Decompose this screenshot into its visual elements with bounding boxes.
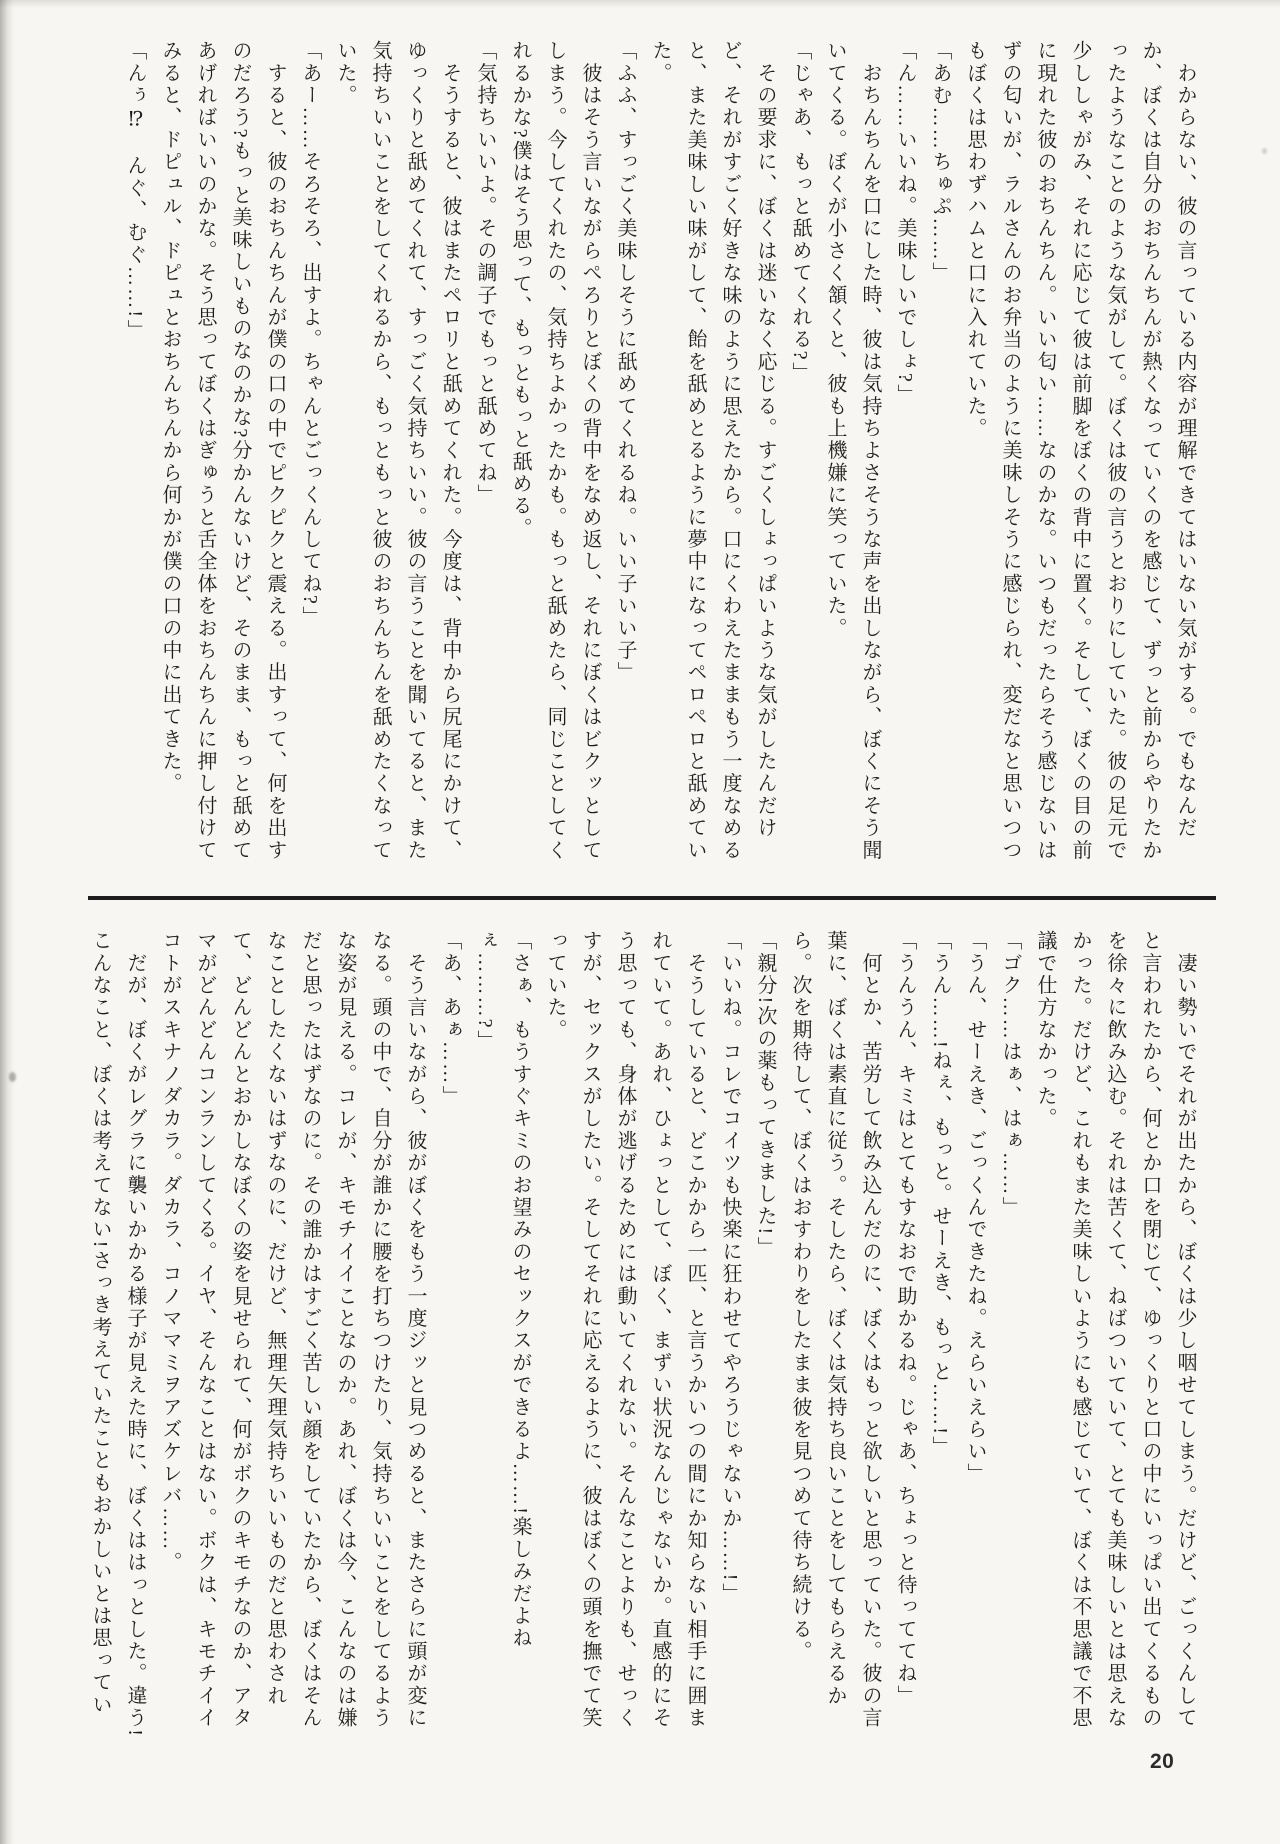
paragraph: そう言いながら、彼がぼくをもう一度ジッと見つめると、またさらに頭が変になる。頭の中で、自分が誰かに腰を打ちつけたり、気持ちいいことをしてるような姿が見える。コレが、キモチイイことなのか。あれ、ぼくは今、こんなのは嫌だと思ったはずなのに。その誰かはすごく苦しい顔をしていたから、ぼくはそんなことしたくないはずなのに、だけど、無理矢理気持ちいいものだと思わされて、どんどんとおかしなぼくの姿を見せられて、何がボクのキモチなのか、アタマがどんどんコンランしてくる。イヤ、そんなことはない。ボクは、キモチイイコトがスキナノダカラ。ダカラ、コノママミヲアズケレバ……。 (159, 930, 426, 1730)
section-divider-rule (88, 896, 1216, 900)
paragraph: 「気持ちいいよ。その調子でもっと舐めてね」 (474, 40, 496, 507)
paragraph: すると、彼のおちんちんが僕の口の中でピクピクと震える。出すって、何を出すのだろう?もっと美味しいものなのかな?分かんないけど、そのまま、もっと舐めてあげればいいのかな。そう思ってぼくはぎゅうと舌全体をおちんちんに押し付けてみると、ドピュル、ドピュとおちんちんから何かが僕の口の中に出てきた。 (159, 40, 286, 862)
paragraph: そうしていると、どこかから一匹、と言うかいつの間にか知らない相手に囲まれていて。あれ、ひょっとして、ぼく、まずい状況なんじゃないか。直感的にそう思っても、身体が逃げるためには動いてくれない。そんなことよりも、せっくすが、セックスがしたい。そしてそれに応えるように、彼はぼくの頭を撫でて笑っていた。 (544, 930, 706, 1730)
paragraph: 「うんうん、キミはとてもすなおで助かるね。じゃあ、ちょっと待っててね」 (894, 930, 916, 1707)
paragraph: 「さぁ、もうすぐキミのお望みのセックスができるよ……!楽しみだよねぇ………?」 (474, 930, 531, 1650)
paragraph: 「ふふ、すっごく美味しそうに舐めてくれるね。いい子いい子」 (614, 40, 636, 684)
page-edge-shadow-left (0, 0, 14, 1844)
paragraph: 「あ、あぁ……」 (439, 930, 461, 1108)
paragraph: わからない、彼の言っている内容が理解できてはいない気がする。でもなんだか、ぼくは自分のおちんちんが熱くなっていくのを感じて、ずっと前からやりたかったようなことのような気がして。ぼくは彼の言うとおりにしていた。彼の足元で少ししゃがみ、それに応じて彼は前脚をぼくの背中に置く。そして、ぼくの目の前に現れた彼のおちんちん。いい匂い……なのかな。いつもだったらそう感じないはずの匂いが、ラルさんのお弁当のように美味しそうに感じられ、変だなと思いつつもぼくは思わずハムと口に入れていた。 (964, 40, 1196, 862)
paragraph: 凄い勢いでそれが出たから、ぼくは少し咽せてしまう。だけど、ごっくんしてと言われたから、何とか口を閉じて、ゆっくりと口の中にいっぱい出てくるものを徐々に飲み込む。それは苦くて、ねばついていて、とても美味しいとは思えなかった。だけど、これもまた美味しいようにも感じていて、ぼくは不思議で不思議で仕方なかった。 (1034, 930, 1196, 1730)
scan-speck (9, 1072, 16, 1082)
paragraph: おちんちんを口にした時、彼は気持ちよさそうな声を出しながら、ぼくにそう聞いてくる。ぼくが小さく頷くと、彼も上機嫌に笑っていた。 (824, 40, 881, 862)
paragraph: 「あー……そろそろ、出すよ。ちゃんとごっくんしてね?」 (299, 40, 321, 629)
bottom-text-section (82, 930, 1202, 1750)
paragraph: 「うん、せーえき、ごっくんできたね。えらいえらい」 (964, 930, 986, 1485)
paragraph: 「親分!次の薬もってきました!」 (754, 930, 776, 1259)
paragraph: 「んぅ⁉ んぐ、むぐ……!」 (124, 40, 146, 342)
paragraph: 「あむ……ちゅぷ……」 (929, 40, 951, 285)
scan-speck (1262, 148, 1267, 154)
paragraph: だが、ぼくがレグラに襲いかかる様子が見えた時に、ぼくははっとした。違う!こんなこと、ぼくは考えてない!さっき考えていたこともおかしいとは思ってい (89, 930, 146, 1739)
paragraph: 「ゴク……はぁ、はぁ……」 (999, 930, 1021, 1219)
paragraph: 何とか、苦労して飲み込んだのに、ぼくはもっと欲しいと思っていた。彼の言葉に、ぼくは素直に従う。そしたら、ぼくは気持ち良いことをしてもらえるから。次を期待して、ぼくはおすわりをしたまま彼を見つめて待ち続ける。 (789, 930, 881, 1730)
paragraph: 「いいね。コレでコイツも快楽に狂わせてやろうじゃないか……!」 (719, 930, 741, 1605)
paragraph: その要求に、ぼくは迷いなく応じる。すごくしょっぱいような気がしたんだけど、それがすごく好きな味のように思えたから。口にくわえたままもう一度なめると、また美味しい味がして、飴を舐めとるように夢中になってペロペロと舐めていた。 (649, 40, 776, 862)
paragraph: 「うん……!ねぇ、もっと。せーえき、もっと……!」 (929, 930, 951, 1459)
page-edge-shadow-top (0, 0, 1280, 8)
page-number: 20 (1150, 1750, 1175, 1773)
paragraph: 彼はそう言いながらぺろりとぼくの背中をなめ返し、それにぼくはビクッとしてしまう。今してくれたの、気持ちよかったかも。もっと舐めたら、同じことしてくれるかな?僕はそう思って、もっともっと舐める。 (509, 40, 601, 862)
paragraph: 「じゃあ、もっと舐めてくれる?」 (789, 40, 811, 385)
paragraph: そうすると、彼はまたペロリと舐めてくれた。今度は、背中から尻尾にかけて、ゆっくりと舐めてくれて、すっごく気持ちいい。彼の言うことを聞いてると、また気持ちいいことをしてくれるから、もっともっと彼のおちんちんを舐めたくなっていた。 (334, 40, 461, 862)
paragraph: 「ん……いいね。美味しいでしょ?」 (894, 40, 916, 407)
top-text-section (117, 40, 1202, 864)
